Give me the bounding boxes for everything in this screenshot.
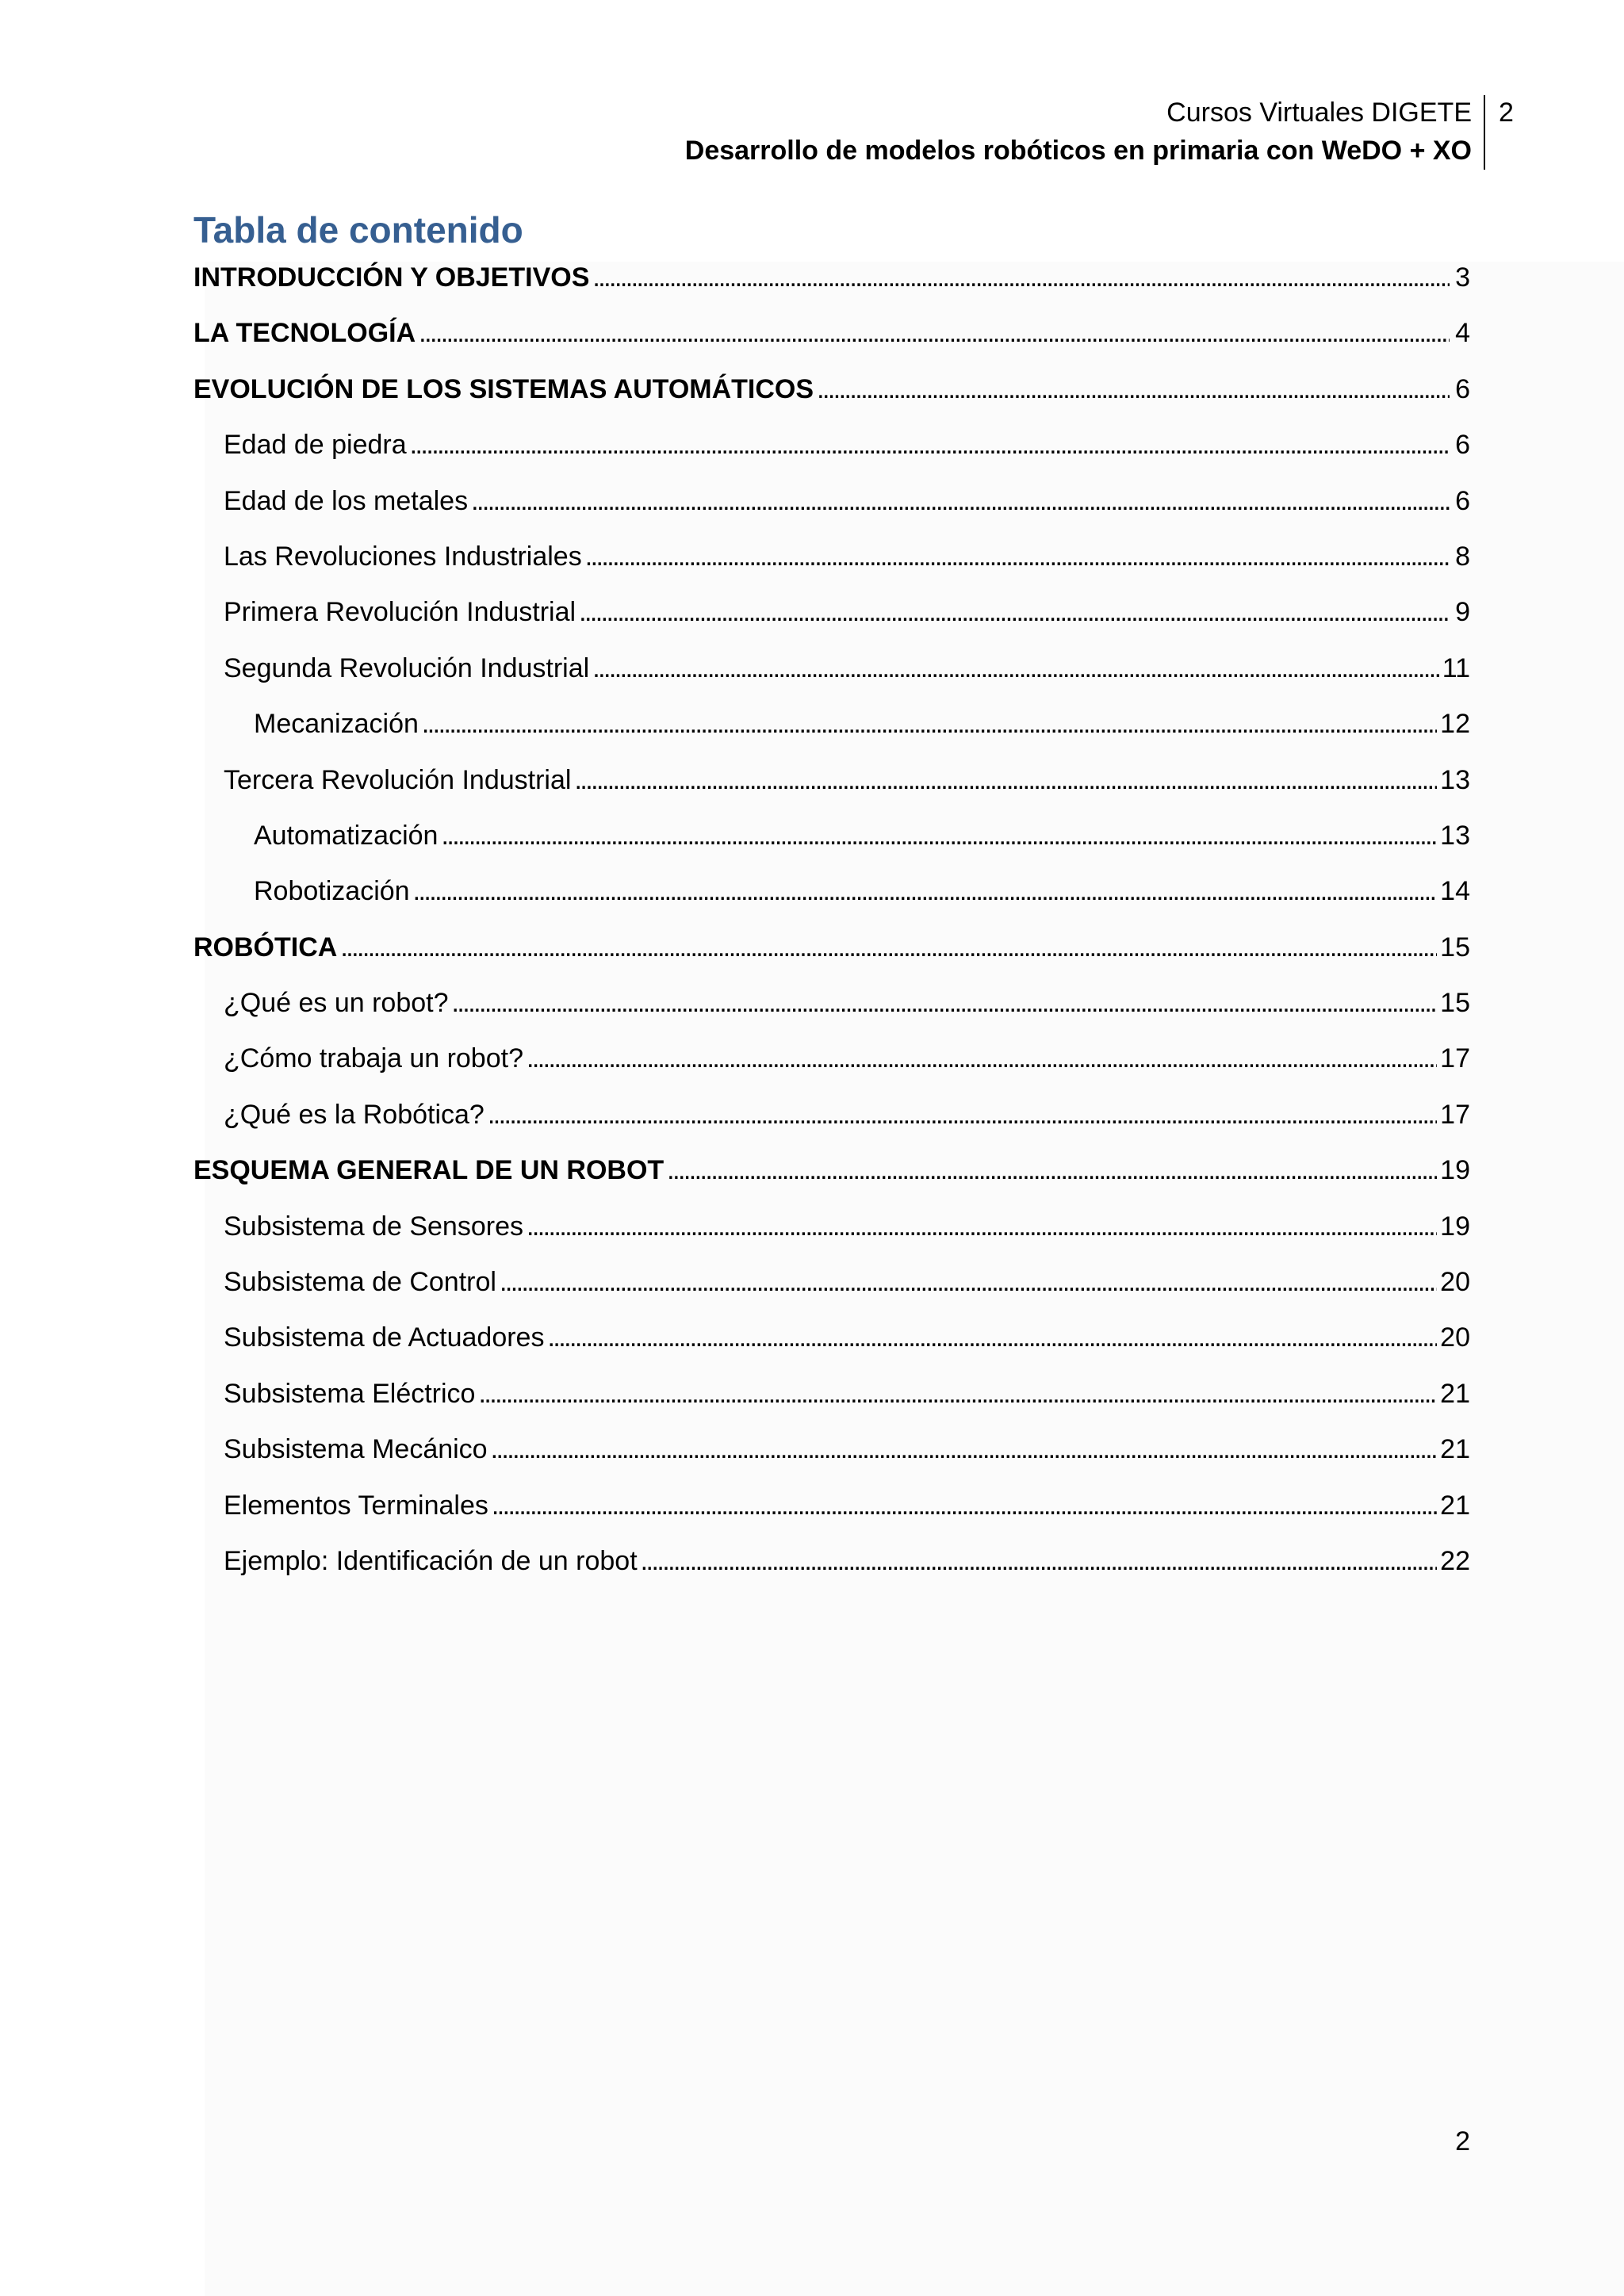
toc-leader-dots [452,984,1438,1022]
toc-leader-dots [574,761,1437,799]
toc-leader-dots [478,1375,1437,1413]
toc-entry-title: Subsistema Eléctrico [224,1378,476,1409]
toc-entry-title: ¿Cómo trabaja un robot? [224,1043,523,1074]
toc-leader-dots [488,1096,1437,1134]
toc-entry-title: Tercera Revolución Industrial [224,764,572,795]
toc-entry-page: 8 [1455,541,1470,572]
toc-entry[interactable] [193,1263,1470,1318]
toc-entry-page: 15 [1440,988,1470,1019]
toc-leader-dots [471,482,1450,520]
toc-entry-title: Subsistema de Control [224,1267,496,1298]
toc-entry-title: Elementos Terminales [224,1490,488,1521]
toc-entry-page: 12 [1440,709,1470,740]
toc-leader-dots [592,258,1450,297]
toc-entry[interactable] [193,258,1470,314]
toc-entry[interactable] [193,314,1470,369]
toc-entry-page: 21 [1440,1434,1470,1465]
toc-leader-dots [667,1151,1437,1189]
toc-entry-title: Ejemplo: Identificación de un robot [224,1545,638,1576]
toc-leader-dots [422,705,1437,743]
toc-entry-page: 6 [1455,430,1470,461]
footer-page-number: 2 [1455,2126,1470,2156]
toc-entry-page: 22 [1440,1545,1470,1576]
toc-entry[interactable] [193,593,1470,649]
toc-entry-title: Primera Revolución Industrial [224,597,576,628]
toc-entry[interactable] [193,1039,1470,1095]
toc-entry[interactable] [193,1096,1470,1151]
toc-entry-page: 21 [1440,1378,1470,1409]
toc-entry-title: EVOLUCIÓN DE LOS SISTEMAS AUTOMÁTICOS [193,373,814,404]
toc-entry[interactable] [193,928,1470,984]
toc-leader-dots [500,1263,1437,1301]
toc-entry-page: 6 [1455,485,1470,516]
toc-leader-dots [491,1430,1438,1468]
toc-leader-dots [527,1207,1437,1246]
toc-entry-page: 11 [1442,652,1470,683]
toc-leader-dots [817,370,1450,408]
toc-entry[interactable] [193,538,1470,593]
toc-entry[interactable] [193,1207,1470,1263]
toc-leader-dots [413,872,1438,910]
toc-entry[interactable] [193,1430,1470,1486]
toc-entry-page: 14 [1440,876,1470,907]
toc-entry-page: 9 [1455,597,1470,628]
toc-leader-dots [410,426,1450,464]
table-of-contents [193,208,1470,1598]
toc-entry-page: 17 [1440,1099,1470,1130]
toc-entry-title: ¿Qué es un robot? [224,988,449,1019]
running-header [685,94,1472,170]
toc-entry[interactable] [193,984,1470,1039]
toc-entry-title: Segunda Revolución Industrial [224,652,590,683]
toc-entry[interactable] [193,649,1470,705]
toc-entry-title: Subsistema de Sensores [224,1211,523,1242]
header-page-number: 2 [1499,98,1514,128]
toc-entry-page: 20 [1440,1267,1470,1298]
toc-entry[interactable] [193,872,1470,928]
toc-entry[interactable] [193,705,1470,760]
toc-entry[interactable] [193,1318,1470,1374]
toc-entry-title: ¿Qué es la Robótica? [224,1099,485,1130]
toc-entry[interactable] [193,370,1470,426]
toc-leader-dots [340,928,1437,966]
toc-entry-title: LA TECNOLOGÍA [193,318,416,349]
toc-entry-title: Edad de los metales [224,485,469,516]
toc-entry-title: INTRODUCCIÓN Y OBJETIVOS [193,262,590,293]
toc-leader-dots [579,593,1450,631]
header-divider [1484,95,1485,170]
toc-entry[interactable] [193,1375,1470,1430]
toc-entry-page: 6 [1455,373,1470,404]
toc-entry-page: 19 [1440,1211,1470,1242]
toc-entry-page: 13 [1440,764,1470,795]
toc-entry-title: Subsistema de Actuadores [224,1322,545,1353]
toc-title: Tabla de contenido [193,209,523,251]
toc-entry-title: ESQUEMA GENERAL DE UN ROBOT [193,1155,665,1186]
toc-entry-title: Robotización [254,876,410,907]
toc-list [193,258,1470,1598]
toc-leader-dots [641,1542,1438,1580]
toc-leader-dots [592,649,1439,687]
toc-entry[interactable] [193,761,1470,817]
toc-entry[interactable] [193,1542,1470,1598]
toc-entry-page: 15 [1440,932,1470,962]
toc-leader-dots [585,538,1450,576]
toc-entry[interactable] [193,1151,1470,1207]
toc-leader-dots [547,1318,1437,1357]
toc-leader-dots [419,314,1450,352]
toc-entry-page: 13 [1440,820,1470,851]
toc-entry-page: 19 [1440,1155,1470,1186]
header-subtitle: Desarrollo de modelos robóticos en primaria con WeDO + XO [684,136,1472,166]
toc-entry-title: Subsistema Mecánico [224,1434,488,1465]
toc-leader-dots [492,1487,1437,1525]
toc-entry-page: 3 [1455,262,1470,293]
toc-leader-dots [527,1039,1437,1077]
toc-entry-title: Las Revoluciones Industriales [224,541,582,572]
toc-entry-page: 4 [1455,318,1470,349]
toc-entry-page: 17 [1440,1043,1470,1074]
toc-entry-page: 21 [1440,1490,1470,1521]
toc-entry-title: Automatización [254,820,439,851]
toc-entry-title: ROBÓTICA [193,932,338,962]
toc-entry[interactable] [193,482,1470,538]
toc-entry[interactable] [193,817,1470,872]
toc-entry[interactable] [193,426,1470,481]
toc-entry-title: Mecanización [254,709,419,740]
toc-entry-title: Edad de piedra [224,430,407,461]
toc-entry-page: 20 [1440,1322,1470,1353]
header-course: Cursos Virtuales DIGETE [1166,98,1472,128]
toc-entry[interactable] [193,1487,1470,1542]
toc-leader-dots [441,817,1437,855]
